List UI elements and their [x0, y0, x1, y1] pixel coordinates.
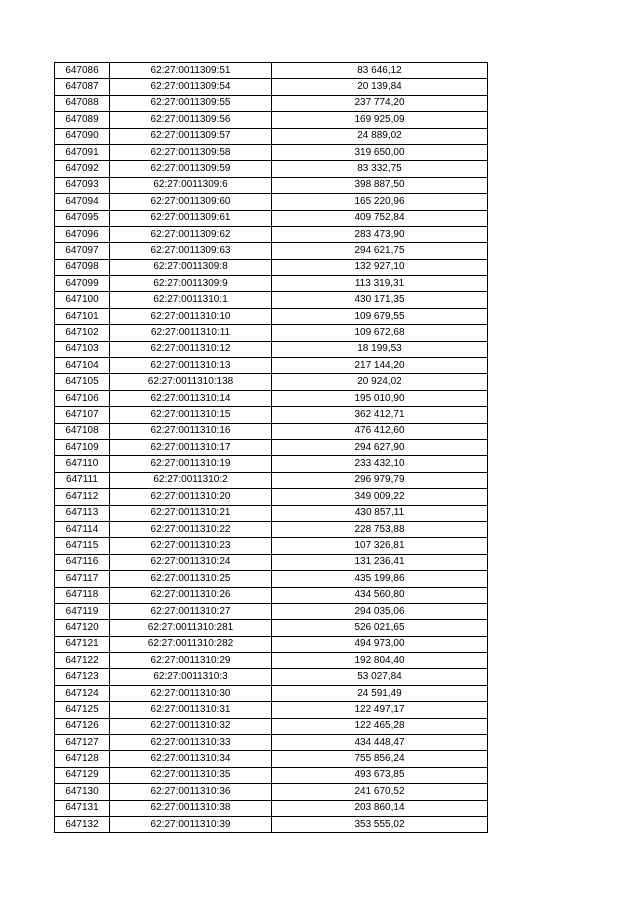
table-row	[55, 521, 488, 537]
cadastral-number-cell: 62:27:0011310:31	[110, 702, 272, 718]
cadastral-number-cell: 62:27:0011309:54	[110, 79, 272, 95]
table-row	[55, 735, 488, 751]
row-number-cell: 647088	[55, 95, 110, 111]
cadastral-number-cell: 62:27:0011310:33	[110, 735, 272, 751]
table-row	[55, 571, 488, 587]
cadastral-value-cell: 362 412,71	[272, 407, 488, 423]
row-number-cell: 647106	[55, 390, 110, 406]
cadastral-number-cell: 62:27:0011310:11	[110, 325, 272, 341]
cadastral-value-cell: 132 927,10	[272, 259, 488, 275]
cadastral-number-cell: 62:27:0011310:25	[110, 571, 272, 587]
row-number-cell: 647115	[55, 538, 110, 554]
row-number-cell: 647113	[55, 505, 110, 521]
cadastral-number-cell: 62:27:0011310:3	[110, 669, 272, 685]
cadastral-number-cell: 62:27:0011310:23	[110, 538, 272, 554]
row-number-cell: 647131	[55, 800, 110, 816]
cadastral-value-cell: 107 326,81	[272, 538, 488, 554]
table-row	[55, 784, 488, 800]
table-row	[55, 718, 488, 734]
cadastral-value-cell: 435 199,86	[272, 571, 488, 587]
cadastral-number-cell: 62:27:0011310:281	[110, 620, 272, 636]
cadastral-number-cell: 62:27:0011310:21	[110, 505, 272, 521]
cadastral-value-cell: 237 774,20	[272, 95, 488, 111]
cadastral-number-cell: 62:27:0011309:58	[110, 144, 272, 160]
cadastral-value-cell: 131 236,41	[272, 554, 488, 570]
table-row	[55, 702, 488, 718]
cadastral-value-cell: 430 171,35	[272, 292, 488, 308]
cadastral-value-cell: 434 448,47	[272, 735, 488, 751]
row-number-cell: 647103	[55, 341, 110, 357]
table-row	[55, 767, 488, 783]
cadastral-value-cell: 398 887,50	[272, 177, 488, 193]
cadastral-number-cell: 62:27:0011310:39	[110, 816, 272, 832]
cadastral-value-cell: 294 035,06	[272, 603, 488, 619]
cadastral-number-cell: 62:27:0011309:57	[110, 128, 272, 144]
table-row	[55, 816, 488, 832]
row-number-cell: 647094	[55, 194, 110, 210]
table-row	[55, 669, 488, 685]
cadastral-value-cell: 203 860,14	[272, 800, 488, 816]
row-number-cell: 647120	[55, 620, 110, 636]
row-number-cell: 647105	[55, 374, 110, 390]
table-row	[55, 489, 488, 505]
cadastral-value-cell: 122 497,17	[272, 702, 488, 718]
row-number-cell: 647117	[55, 571, 110, 587]
table-row	[55, 505, 488, 521]
cadastral-value-cell: 228 753,88	[272, 521, 488, 537]
table-row	[55, 423, 488, 439]
row-number-cell: 647110	[55, 456, 110, 472]
cadastral-number-cell: 62:27:0011310:282	[110, 636, 272, 652]
cadastral-value-cell: 494 973,00	[272, 636, 488, 652]
row-number-cell: 647087	[55, 79, 110, 95]
cadastral-value-cell: 241 670,52	[272, 784, 488, 800]
table-row	[55, 439, 488, 455]
row-number-cell: 647118	[55, 587, 110, 603]
cadastral-value-cell: 217 144,20	[272, 358, 488, 374]
cadastral-value-cell: 192 804,40	[272, 653, 488, 669]
cadastral-value-cell: 113 319,31	[272, 276, 488, 292]
cadastral-value-cell: 294 627,90	[272, 439, 488, 455]
table-row	[55, 538, 488, 554]
cadastral-value-cell: 169 925,09	[272, 112, 488, 128]
row-number-cell: 647128	[55, 751, 110, 767]
table-row	[55, 358, 488, 374]
cadastral-number-cell: 62:27:0011310:27	[110, 603, 272, 619]
row-number-cell: 647129	[55, 767, 110, 783]
table-row	[55, 210, 488, 226]
row-number-cell: 647099	[55, 276, 110, 292]
cadastral-number-cell: 62:27:0011309:55	[110, 95, 272, 111]
table-row	[55, 144, 488, 160]
row-number-cell: 647095	[55, 210, 110, 226]
table-row	[55, 341, 488, 357]
cadastral-number-cell: 62:27:0011310:34	[110, 751, 272, 767]
row-number-cell: 647123	[55, 669, 110, 685]
cadastral-value-cell: 353 555,02	[272, 816, 488, 832]
table-row	[55, 407, 488, 423]
table-row	[55, 95, 488, 111]
cadastral-value-cell: 319 650,00	[272, 144, 488, 160]
table-row	[55, 161, 488, 177]
cadastral-value-cell: 109 672,68	[272, 325, 488, 341]
cadastral-value-cell: 20 924,02	[272, 374, 488, 390]
row-number-cell: 647114	[55, 521, 110, 537]
cadastral-number-cell: 62:27:0011310:15	[110, 407, 272, 423]
table-row	[55, 456, 488, 472]
cadastral-number-cell: 62:27:0011310:36	[110, 784, 272, 800]
cadastral-number-cell: 62:27:0011309:62	[110, 226, 272, 242]
table-row	[55, 620, 488, 636]
cadastral-number-cell: 62:27:0011310:30	[110, 685, 272, 701]
table-row	[55, 653, 488, 669]
row-number-cell: 647116	[55, 554, 110, 570]
cadastral-number-cell: 62:27:0011310:16	[110, 423, 272, 439]
cadastral-value-cell: 195 010,90	[272, 390, 488, 406]
cadastral-value-cell: 493 673,85	[272, 767, 488, 783]
row-number-cell: 647122	[55, 653, 110, 669]
table-row	[55, 374, 488, 390]
table-row	[55, 226, 488, 242]
row-number-cell: 647104	[55, 358, 110, 374]
cadastral-value-cell: 755 856,24	[272, 751, 488, 767]
row-number-cell: 647107	[55, 407, 110, 423]
cadastral-value-cell: 476 412,60	[272, 423, 488, 439]
row-number-cell: 647097	[55, 243, 110, 259]
cadastral-number-cell: 62:27:0011310:1	[110, 292, 272, 308]
cadastral-number-cell: 62:27:0011309:8	[110, 259, 272, 275]
table-row	[55, 128, 488, 144]
row-number-cell: 647100	[55, 292, 110, 308]
row-number-cell: 647092	[55, 161, 110, 177]
table-row	[55, 177, 488, 193]
cadastral-number-cell: 62:27:0011310:12	[110, 341, 272, 357]
table-row	[55, 390, 488, 406]
cadastral-number-cell: 62:27:0011310:24	[110, 554, 272, 570]
table-row	[55, 276, 488, 292]
cadastral-value-cell: 165 220,96	[272, 194, 488, 210]
row-number-cell: 647121	[55, 636, 110, 652]
cadastral-number-cell: 62:27:0011309:6	[110, 177, 272, 193]
row-number-cell: 647086	[55, 63, 110, 79]
row-number-cell: 647112	[55, 489, 110, 505]
row-number-cell: 647098	[55, 259, 110, 275]
row-number-cell: 647111	[55, 472, 110, 488]
cadastral-value-cell: 283 473,90	[272, 226, 488, 242]
cadastral-number-cell: 62:27:0011310:14	[110, 390, 272, 406]
cadastral-value-cell: 294 621,75	[272, 243, 488, 259]
row-number-cell: 647101	[55, 308, 110, 324]
table-row	[55, 587, 488, 603]
cadastral-number-cell: 62:27:0011310:13	[110, 358, 272, 374]
table-row	[55, 603, 488, 619]
row-number-cell: 647130	[55, 784, 110, 800]
table-row	[55, 79, 488, 95]
row-number-cell: 647125	[55, 702, 110, 718]
cadastral-number-cell: 62:27:0011310:32	[110, 718, 272, 734]
row-number-cell: 647108	[55, 423, 110, 439]
cadastral-value-cell: 24 591,49	[272, 685, 488, 701]
cadastral-value-cell: 430 857,11	[272, 505, 488, 521]
cadastral-number-cell: 62:27:0011309:60	[110, 194, 272, 210]
row-number-cell: 647091	[55, 144, 110, 160]
cadastral-value-cell: 83 332,75	[272, 161, 488, 177]
table-row	[55, 259, 488, 275]
cadastral-value-cell: 349 009,22	[272, 489, 488, 505]
cadastral-number-cell: 62:27:0011310:38	[110, 800, 272, 816]
row-number-cell: 647096	[55, 226, 110, 242]
table-row	[55, 243, 488, 259]
table-row	[55, 751, 488, 767]
cadastral-number-cell: 62:27:0011309:56	[110, 112, 272, 128]
row-number-cell: 647109	[55, 439, 110, 455]
table-row	[55, 636, 488, 652]
table-row	[55, 325, 488, 341]
row-number-cell: 647124	[55, 685, 110, 701]
table-row	[55, 194, 488, 210]
cadastral-number-cell: 62:27:0011310:19	[110, 456, 272, 472]
row-number-cell: 647127	[55, 735, 110, 751]
cadastral-number-cell: 62:27:0011310:17	[110, 439, 272, 455]
row-number-cell: 647089	[55, 112, 110, 128]
cadastral-number-cell: 62:27:0011310:29	[110, 653, 272, 669]
cadastral-value-cell: 83 646,12	[272, 63, 488, 79]
cadastral-value-table	[54, 62, 488, 833]
cadastral-number-cell: 62:27:0011310:26	[110, 587, 272, 603]
row-number-cell: 647119	[55, 603, 110, 619]
table-row	[55, 472, 488, 488]
table-row	[55, 63, 488, 79]
cadastral-number-cell: 62:27:0011310:20	[110, 489, 272, 505]
cadastral-value-cell: 53 027,84	[272, 669, 488, 685]
cadastral-number-cell: 62:27:0011310:138	[110, 374, 272, 390]
cadastral-number-cell: 62:27:0011309:9	[110, 276, 272, 292]
cadastral-number-cell: 62:27:0011309:51	[110, 63, 272, 79]
cadastral-value-cell: 109 679,55	[272, 308, 488, 324]
cadastral-value-cell: 434 560,80	[272, 587, 488, 603]
row-number-cell: 647090	[55, 128, 110, 144]
cadastral-value-cell: 24 889,02	[272, 128, 488, 144]
cadastral-number-cell: 62:27:0011309:59	[110, 161, 272, 177]
cadastral-number-cell: 62:27:0011310:2	[110, 472, 272, 488]
cadastral-value-cell: 18 199,53	[272, 341, 488, 357]
cadastral-value-cell: 122 465,28	[272, 718, 488, 734]
row-number-cell: 647126	[55, 718, 110, 734]
table-row	[55, 112, 488, 128]
cadastral-number-cell: 62:27:0011310:10	[110, 308, 272, 324]
cadastral-value-cell: 526 021,65	[272, 620, 488, 636]
cadastral-number-cell: 62:27:0011310:35	[110, 767, 272, 783]
cadastral-value-cell: 296 979,79	[272, 472, 488, 488]
cadastral-value-cell: 409 752,84	[272, 210, 488, 226]
cadastral-value-cell: 233 432,10	[272, 456, 488, 472]
cadastral-number-cell: 62:27:0011309:63	[110, 243, 272, 259]
table-row	[55, 685, 488, 701]
row-number-cell: 647132	[55, 816, 110, 832]
table-row	[55, 800, 488, 816]
cadastral-value-cell: 20 139,84	[272, 79, 488, 95]
table-body	[55, 63, 488, 833]
table-row	[55, 292, 488, 308]
row-number-cell: 647102	[55, 325, 110, 341]
cadastral-number-cell: 62:27:0011310:22	[110, 521, 272, 537]
cadastral-number-cell: 62:27:0011309:61	[110, 210, 272, 226]
table-row	[55, 554, 488, 570]
row-number-cell: 647093	[55, 177, 110, 193]
table-row	[55, 308, 488, 324]
